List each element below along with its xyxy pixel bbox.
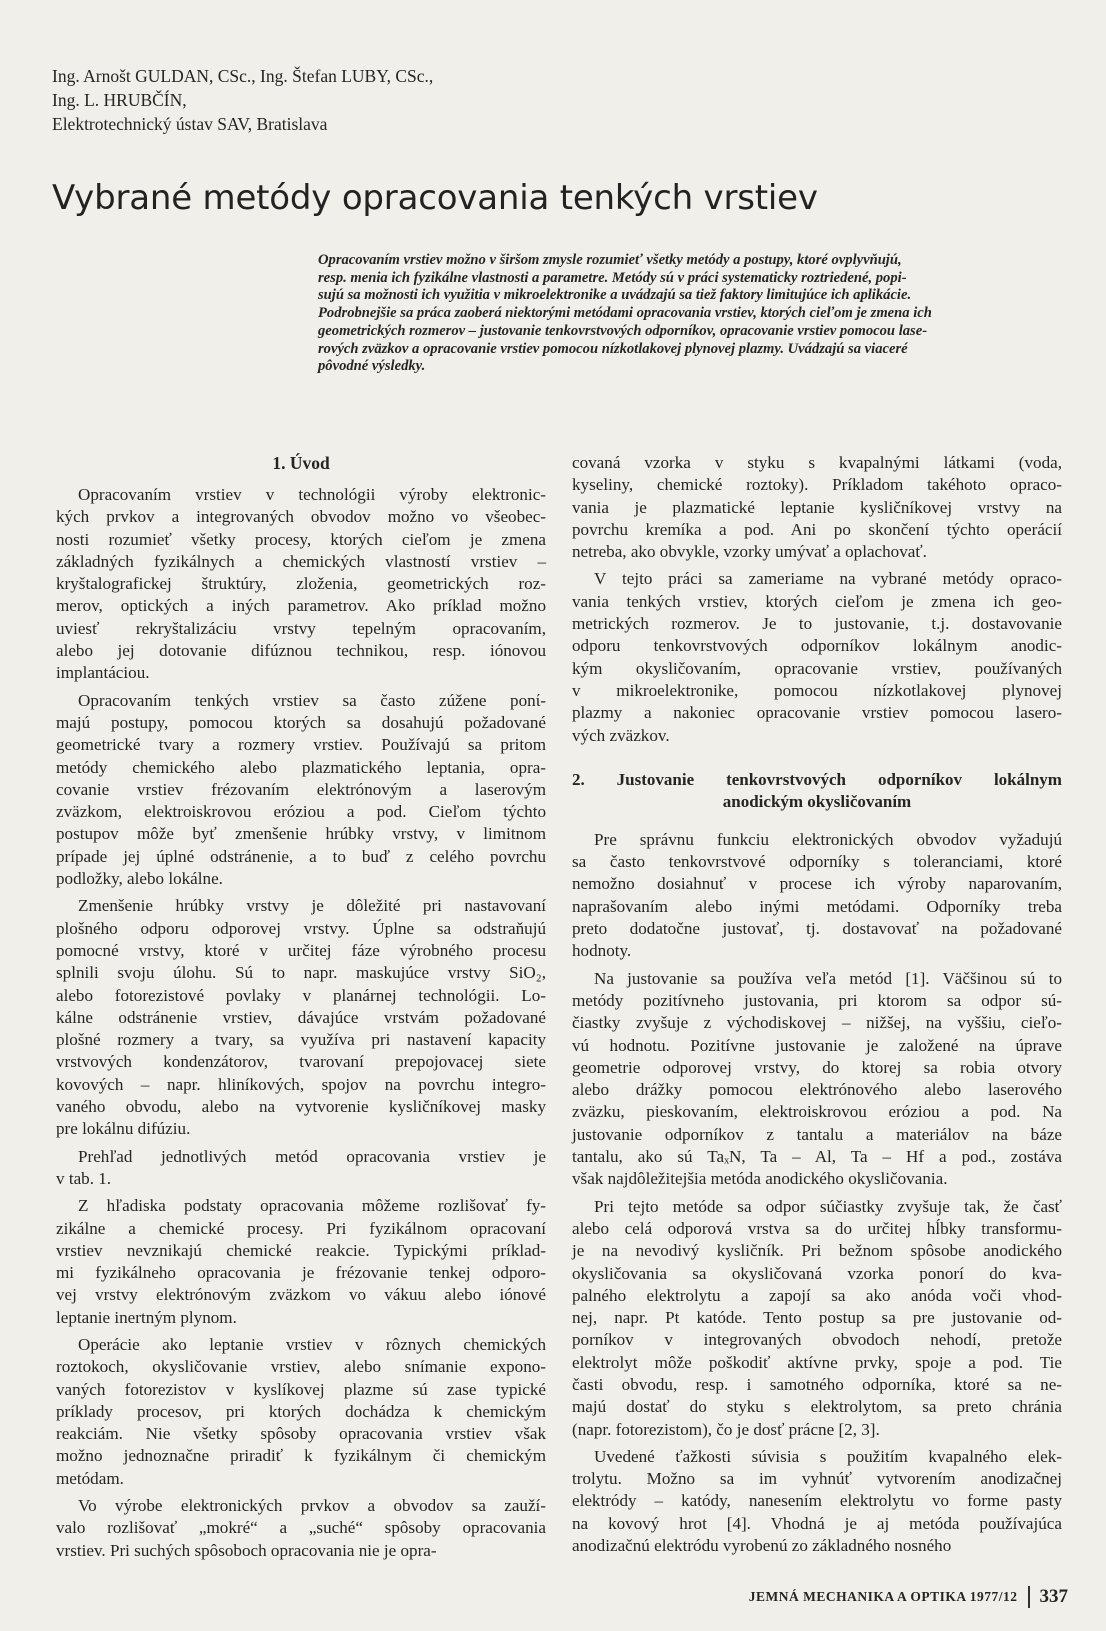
text-line: nosti rozumieť všetky procesy, ktorých cieľom je zmena <box>56 529 546 549</box>
text-line: Uvedené ťažkosti súvisia s použitím kvapalného elek- <box>594 1446 1062 1466</box>
text-line: mi fyzikálneho opracovania je frézovanie tenkej odporo- <box>56 1263 546 1283</box>
text-line: kovových – napr. hliníkových, spojov na povrchu integro- <box>56 1074 546 1094</box>
section-2-heading <box>572 769 1062 813</box>
text-line: odporu tenkovrstvových odporníkov lokálnym anodic- <box>572 636 1062 656</box>
text-line: metódam. <box>56 1468 124 1488</box>
text-line: podložky, alebo lokálne. <box>56 869 223 889</box>
paragraph <box>56 1334 546 1490</box>
abstract-line: pôvodné výsledky. <box>318 358 426 375</box>
text-line: metódy chemického alebo plazmatického leptania, opra- <box>56 757 546 777</box>
author-line-2: Ing. L. HRUBČÍN, <box>52 90 187 110</box>
paragraph <box>56 1195 546 1329</box>
text-line: kyseliny, chemické roztoky). Príkladom takéhoto opraco- <box>572 475 1062 495</box>
text-line: však najdôležitejšia metóda anodického okysličovania. <box>572 1169 948 1189</box>
text-line: covanie vrstiev frézovaním elektrónovým a laserovým <box>56 779 546 799</box>
text-line: leptanie inertným plynom. <box>56 1307 237 1327</box>
text-line: príklady procesov, pri ktorých dochádza k chemickým <box>56 1401 546 1421</box>
paragraph <box>56 484 546 685</box>
text-line: plošného odporu odporovej vrstvy. Úplne sa odstraňujú <box>56 918 546 938</box>
text-line: preto dodatočne justovať, tj. dostavovať na požadované <box>572 919 1062 939</box>
heading-word: odporníkov <box>877 769 963 789</box>
text-line: v tab. 1. <box>56 1168 112 1188</box>
abstract <box>318 252 1074 376</box>
text-line: vej vrstvy elektrónovým zväzkom vo vákuu alebo iónové <box>56 1285 546 1305</box>
text-line: kálne odstránenie vrstiev, dávajúce vrstvám požadované <box>56 1007 546 1027</box>
paragraph <box>56 690 546 891</box>
footer-divider <box>1028 1586 1030 1608</box>
text-line: netreba, ako obvykle, vzorky umývať a oplachovať. <box>572 542 927 562</box>
text-line: Pre správnu funkciu elektronických obvodov vyžadujú <box>594 829 1062 849</box>
text-line: Zmenšenie hrúbky vrstvy je dôležité pri nastavovaní <box>78 896 546 916</box>
text-line: vania je plazmatické leptanie kysličníkovej vrstvy na <box>572 497 1062 517</box>
abstract-line: Podrobnejšie sa práca zaoberá niektorými metódami opracovania vrstiev, ktorých cieľom je zmena ich <box>318 305 932 322</box>
text-line: kryštalografickej štruktúry, zloženia, geometrických roz- <box>56 574 546 594</box>
journal-name: JEMNÁ MECHANIKA A OPTIKA 1977/12 <box>748 1589 1018 1604</box>
text-line: vania tenkých vrstiev, ktorých cieľom je zmena ich geo- <box>572 591 1062 611</box>
text-line: palného elektrolytu a zapojí sa ako anóda voči vhod- <box>572 1285 1062 1305</box>
text-line: vaného obvodu, alebo na vytvorenie kysličníkovej masky <box>56 1097 546 1117</box>
text-line: zikálne a chemické procesy. Pri fyzikálnom opracovaní <box>56 1218 546 1238</box>
abstract-line: geometrických rozmerov – justovanie tenkovrstvových odporníkov, opracovanie vrstiev pomocou lase- <box>318 322 928 339</box>
heading-word: 2. <box>572 769 585 789</box>
text-line: geometrické tvary a rozmery vrstiev. Používajú sa pritom <box>56 735 546 755</box>
text-line: časti obvodu, resp. i samotného odporníka, ktoré sa ne- <box>572 1374 1062 1394</box>
text-line: nemožno dosiahnuť v procese ich výroby naparovaním, <box>572 874 1062 894</box>
text-line: naprašovaním alebo inými metódami. Odporníky treba <box>572 896 1062 916</box>
text-line: postupov môže byť zmenšenie hrúbky vrstvy, v limitnom <box>56 824 546 844</box>
text-line: v mikroelektronike, pomocou nízkotlakovej plynovej <box>572 680 1062 700</box>
text-line: roztokoch, okysličovanie vrstiev, alebo snímanie expono- <box>56 1357 546 1377</box>
page-footer <box>749 1586 1068 1608</box>
text-line: pre lokálnu difúziu. <box>56 1119 191 1139</box>
heading-word: lokálnym <box>993 769 1062 789</box>
text-line: valo rozlišovať „mokré“ a „suché“ spôsoby opracovania <box>56 1518 546 1538</box>
text-line: Opracovaním tenkých vrstiev sa často zúžene ponί- <box>78 690 546 710</box>
text-line: možno jednoznačne priradiť k fyzikálnym či chemickým <box>56 1446 546 1466</box>
text-line: zväzku, pieskovaním, elektroiskrovou eróziou a pod. Na <box>572 1102 1062 1122</box>
text-line: reakciám. Nie všetky spôsoby opracovania vrstiev však <box>56 1424 546 1444</box>
text-line: nej, napr. Pt katóde. Tento postup sa pre justovanie od- <box>572 1308 1062 1328</box>
text-line: majú dostať do styku s elektrolytom, sa preto chránia <box>572 1397 1062 1417</box>
author-line-1: Ing. Arnošt GULDAN, CSc., Ing. Štefan LUBY, CSc., <box>52 66 434 86</box>
abstract-line: Opracovaním vrstiev možno v širšom zmysle rozumieť všetky metódy a postupy, ktoré ovplyvňujú, <box>318 252 902 268</box>
abstract-line: resp. menia ich fyzikálne vlastnosti a parametre. Metódy sú v práci systematicky roztriedené, popi- <box>318 269 907 286</box>
text-line: justovanie odporníkov z tantalu a materiálov na báze <box>572 1124 1062 1144</box>
text-line: vaných fotorezistov v kyslíkovej plazme sú zase typické <box>56 1379 546 1399</box>
text-line: kých prvkov a integrovaných obvodov možno vo všeobec- <box>56 507 546 527</box>
right-column <box>572 452 1062 1562</box>
paragraph <box>572 1196 1062 1441</box>
text-line: je na nevodivý kysličník. Pri bežnom spôsobe anodického <box>572 1241 1062 1261</box>
text-line: plošné rozmery a tvary, sa využíva pri nastavení kapacity <box>56 1030 546 1050</box>
text-line: V tejto práci sa zameriame na vybrané metódy opraco- <box>594 569 1062 589</box>
author-block <box>52 64 652 136</box>
section-1-heading: 1. Úvod <box>272 453 330 473</box>
text-line: Vo výrobe elektronických prvkov a obvodov sa zauží- <box>78 1496 546 1516</box>
page-number: 337 <box>1039 1586 1068 1607</box>
text-line: elektródy – katódy, nanesením elektrolytu vo forme pasty <box>572 1491 1062 1511</box>
text-line: Opracovaním vrstiev v technológii výroby elektronic- <box>78 485 546 504</box>
text-line: anodizačnú elektródu vyrobenú zo základného nosného <box>572 1536 952 1556</box>
text-line: tantalu, ako sú TaₓN, Ta – Al, Ta – Hf a pod., zostáva <box>572 1147 1062 1167</box>
text-line: (napr. fotorezistom), čo je dosť prácne [2, 3]. <box>572 1419 880 1439</box>
text-line: vrstiev. Pri suchých spôsoboch opracovania nie je opra- <box>56 1540 437 1560</box>
text-line: alebo drážky pomocou elektrónového alebo laserového <box>572 1080 1062 1100</box>
text-line: okysličovania sa okysličovaná vzorka ponorí do kva- <box>572 1263 1062 1283</box>
affiliation: Elektrotechnický ústav SAV, Bratislava <box>52 114 328 134</box>
text-line: alebo celá odporová vrstva sa do určitej hĺbky transformu- <box>572 1218 1062 1238</box>
text-line: Operácie ako leptanie vrstiev v rôznych chemických <box>78 1334 546 1354</box>
text-line: geometrie odporovej vrstvy, do ktorej sa robia otvory <box>572 1057 1062 1077</box>
text-line: vú hodnotu. Pozitívne justovanie je založené na úprave <box>572 1035 1062 1055</box>
text-line: sa často tenkovrstvové odporníky s toleranciami, ktoré <box>572 852 1062 872</box>
text-line: Pri tejto metóde sa odpor súčiastky zvyšuje tak, že časť <box>594 1196 1062 1216</box>
abstract-line: sujú sa možnosti ich využitia v mikroelektronike a uvádzajú sa tiež faktory limitujúce ich aplikácie. <box>318 287 912 304</box>
text-line: alebo jej dotovanie difúznou technikou, resp. iónovou <box>56 641 546 661</box>
text-line: majú postupy, pomocou ktorých sa dosahujú požadované <box>56 712 546 732</box>
text-line: plazmy a nakoniec opracovanie vrstiev pomocou lasero- <box>572 703 1062 723</box>
text-line: uviesť rekryštalizáciu vrstvy tepelným opracovaním, <box>56 618 546 638</box>
text-line: trolytu. Možno sa im vyhnúť vytvorením anodizačnej <box>572 1469 1062 1489</box>
paragraph <box>572 1446 1062 1557</box>
paragraph <box>56 895 546 1140</box>
text-line: alebo fotorezistové povlaky v planárnej technológii. Lo- <box>56 985 546 1005</box>
text-line: implantáciou. <box>56 663 150 683</box>
text-line: povrchu kremíka a pod. Ani po skončení týchto operácií <box>572 519 1062 539</box>
text-line: metódy pozitívneho justovania, pri ktorom sa odpor sú- <box>572 990 1062 1010</box>
paragraph <box>572 452 1062 563</box>
paragraph <box>572 968 1062 1191</box>
text-line: základných fyzikálnych a chemických vlastností vrstiev – <box>56 551 546 571</box>
text-line: na kovový hrot [4]. Vhodná je aj metóda používajúca <box>572 1513 1062 1533</box>
text-line: Z hľadiska podstaty opracovania môžeme rozlišovať fy- <box>78 1196 546 1216</box>
text-line: Prehľad jednotlivých metód opracovania vrstiev je <box>78 1146 546 1166</box>
text-line: porníkov v integrovaných obvodoch nehodí, pretože <box>572 1330 1062 1350</box>
text-line: metrických rozmerov. Je to justovanie, t.j. dostavovanie <box>572 614 1062 634</box>
text-line: pomocné vrstvy, ktoré v určitej fáze výrobného procesu <box>56 940 546 960</box>
text-line: Na justovanie sa používa veľa metód [1]. Väčšinou sú to <box>594 968 1062 988</box>
text-line: splnili svoju úlohu. Sú to napr. maskujúce vrstvy SiO₂, <box>56 963 546 983</box>
abstract-line: rových zväzkov a opracovanie vrstiev pomocou nízkotlakovej plynovej plazmy. Uvádzajú sa viaceré <box>318 340 908 357</box>
section-2-heading-line-2: anodickým okysličovaním <box>722 791 912 811</box>
text-line: vrstiev nevznikajú chemické reakcie. Typickými príklad- <box>56 1240 546 1260</box>
text-line: kým okysličovaním, opracovanie vrstiev, používaných <box>572 658 1062 678</box>
heading-word: tenkovrstvových <box>726 769 847 789</box>
text-line: merov, optických a iných parametrov. Ako príklad možno <box>56 596 546 616</box>
text-line: covaná vzorka v styku s kvapalnými látkami (voda, <box>572 453 1062 472</box>
text-line: vých zväzkov. <box>572 725 670 745</box>
left-column <box>56 452 546 1567</box>
paragraph <box>572 829 1062 963</box>
text-line: zväzkom, elektroiskrovou eróziou a pod. Cieľom týchto <box>56 802 546 822</box>
paragraph <box>572 568 1062 746</box>
article-title: Vybrané metódy opracovania tenkých vrstiev <box>52 178 818 218</box>
text-line: prípade jej úplné odstránenie, a to buď z celého povrchu <box>56 846 546 866</box>
section-2-heading-line-1 <box>572 769 1062 791</box>
text-line: elektrolyt môže poškodiť aktívne prvky, spoje a pod. Tie <box>572 1352 1062 1372</box>
text-line: vrstvových kondenzátorov, tvarovaní prepojovacej siete <box>56 1052 546 1072</box>
paragraph <box>56 1146 546 1191</box>
text-line: čiastky zvyšuje z východiskovej – nižšej, na vyššiu, cieľo- <box>572 1013 1062 1033</box>
text-line: hodnoty. <box>572 941 632 961</box>
heading-word: Justovanie <box>616 769 695 789</box>
paragraph <box>56 1495 546 1562</box>
